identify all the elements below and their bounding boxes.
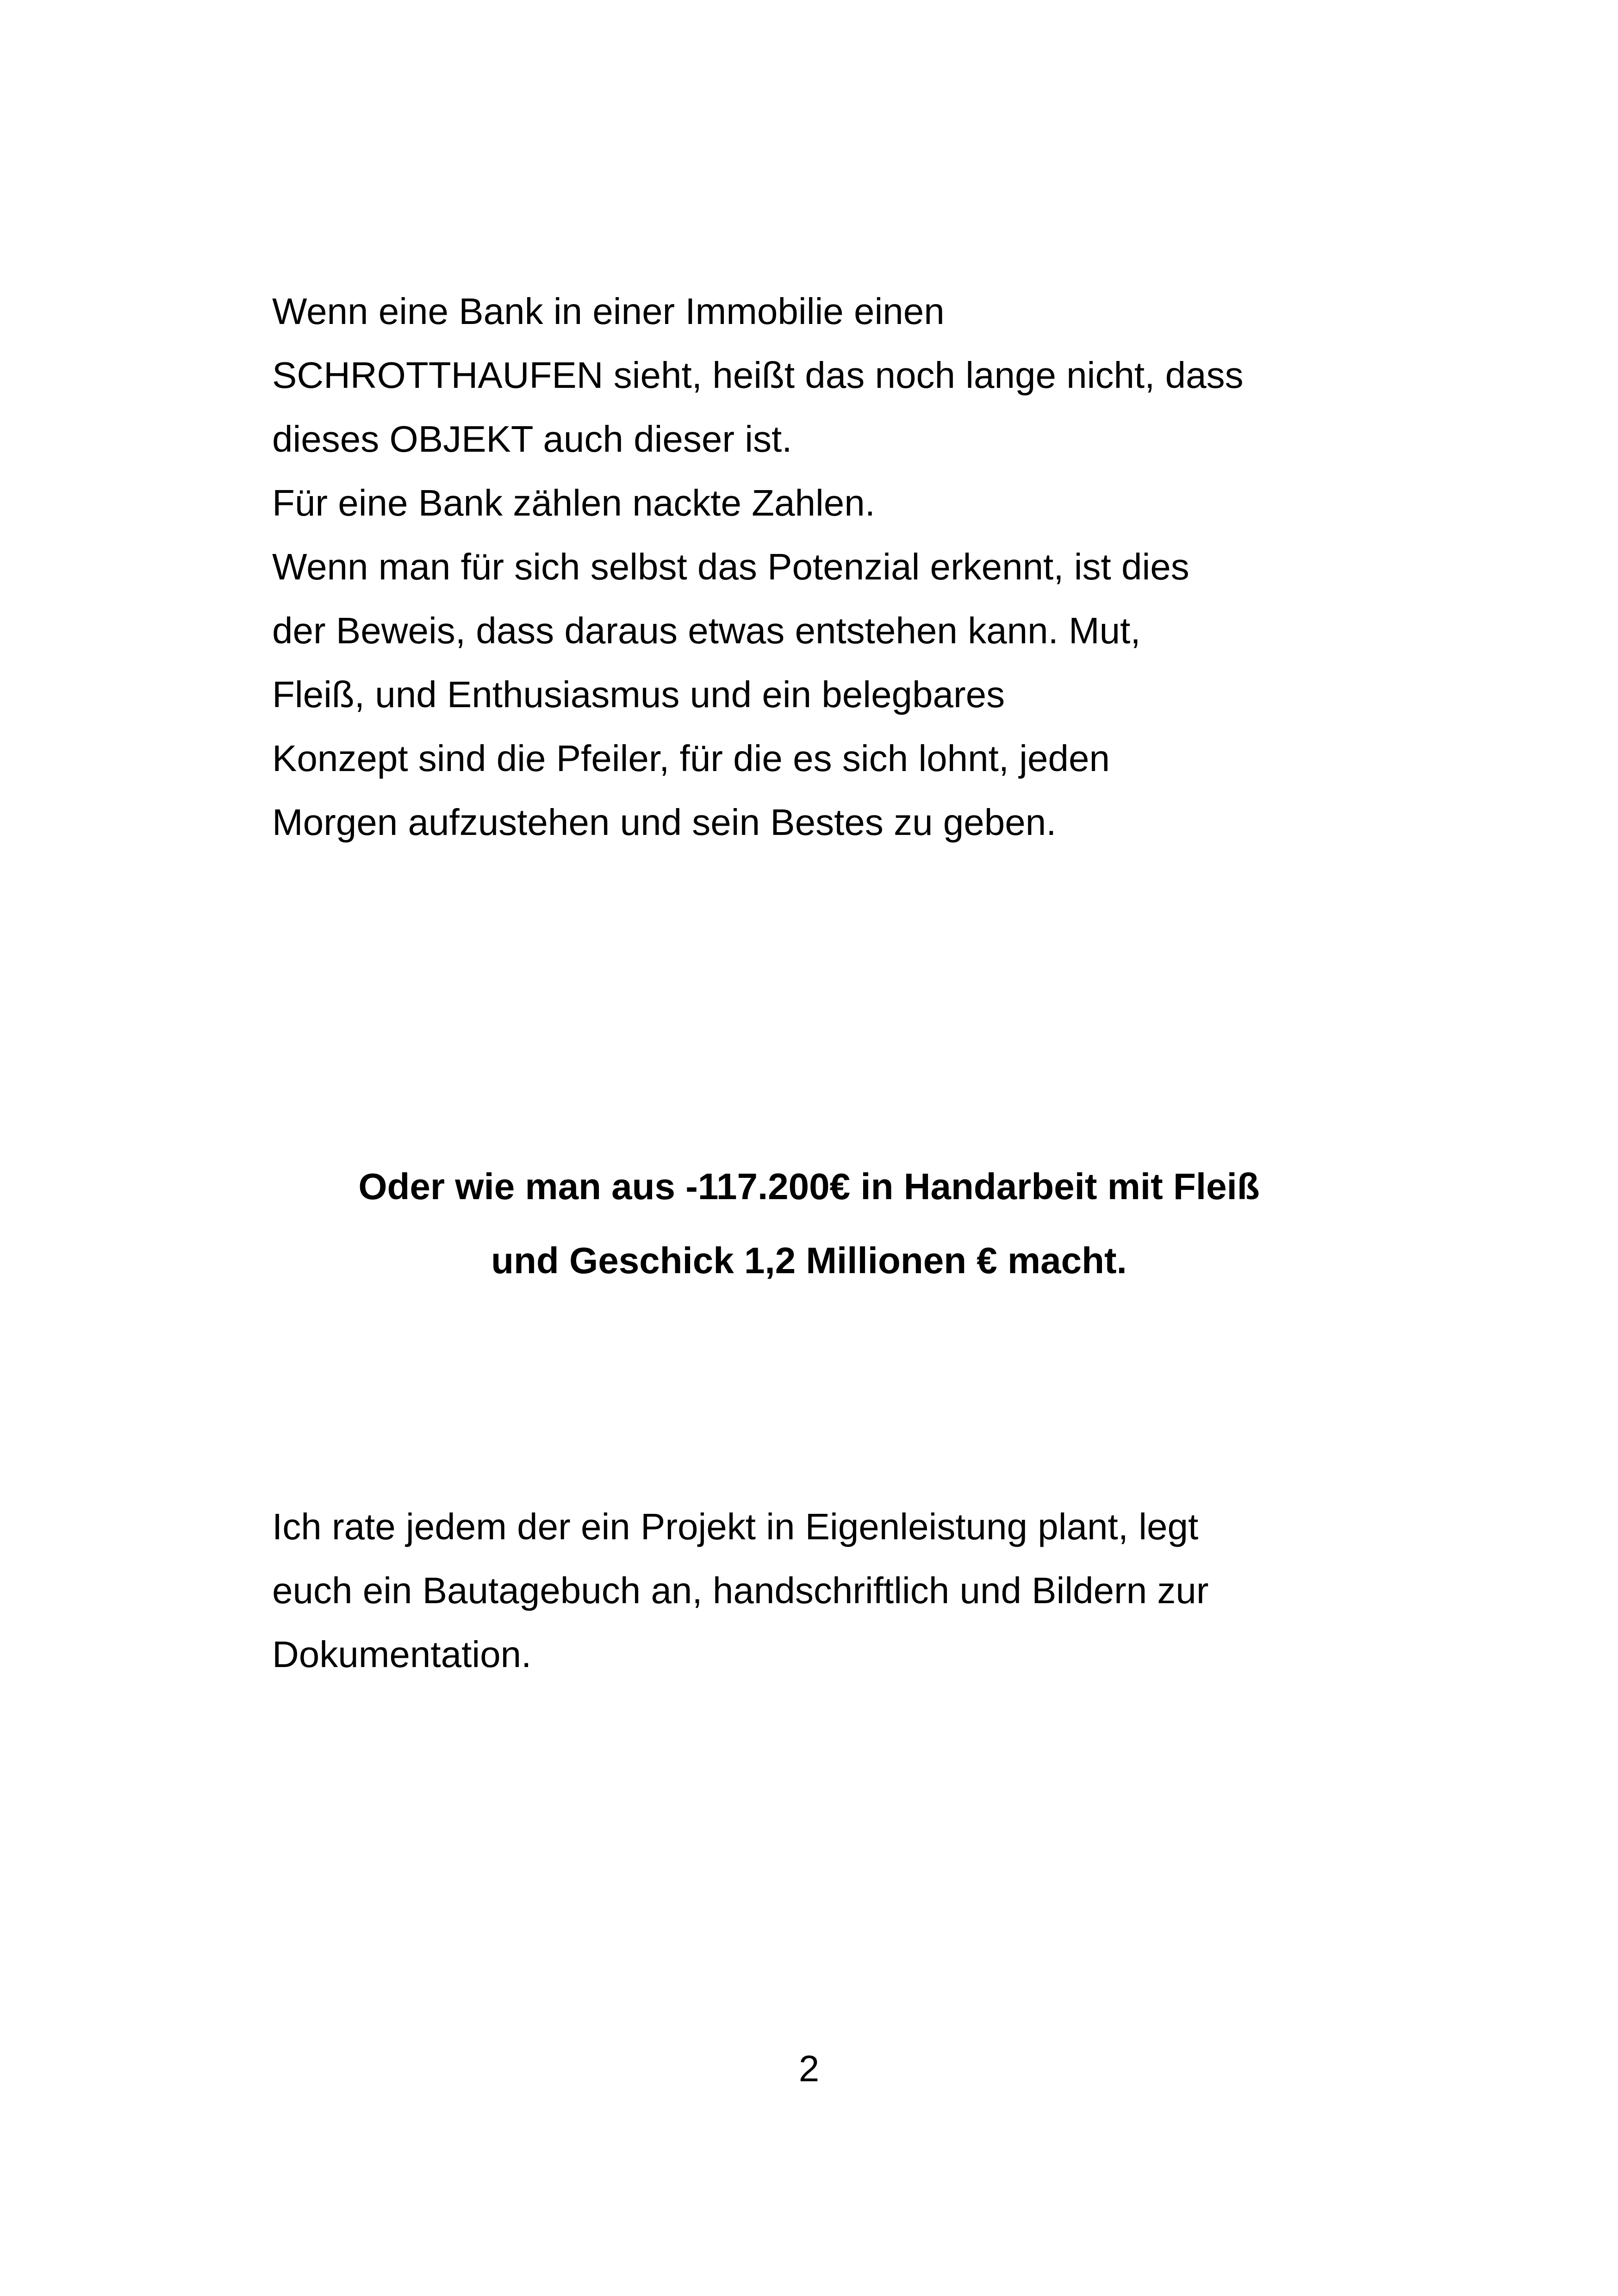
advice-line: Ich rate jedem der ein Projekt in Eigenleistung plant, legt bbox=[272, 1506, 1199, 1547]
intro-line: SCHROTTHAUFEN sieht, heißt das noch lange nicht, dass bbox=[272, 355, 1244, 396]
intro-line: Morgen aufzustehen und sein Bestes zu geben. bbox=[272, 802, 1057, 843]
intro-line: Für eine Bank zählen nackte Zahlen. bbox=[272, 482, 876, 523]
headline bbox=[139, 1150, 1479, 1298]
headline-line: Oder wie man aus -117.200€ in Handarbeit mit Fleiß bbox=[358, 1166, 1260, 1207]
intro-line: Konzept sind die Pfeiler, für die es sich lohnt, jeden bbox=[272, 738, 1110, 779]
intro-line: Wenn man für sich selbst das Potenzial erkennt, ist dies bbox=[272, 546, 1189, 587]
advice-line: Dokumentation. bbox=[272, 1634, 532, 1675]
advice-line: euch ein Bautagebuch an, handschriftlich und Bildern zur bbox=[272, 1570, 1209, 1611]
page-number: 2 bbox=[798, 2048, 820, 2089]
intro-line: der Beweis, dass daraus etwas entstehen kann. Mut, bbox=[272, 610, 1141, 651]
intro-line: Fleiß, und Enthusiasmus und ein belegbares bbox=[272, 674, 1005, 715]
headline-line: und Geschick 1,2 Millionen € macht. bbox=[491, 1240, 1127, 1281]
intro-line: dieses OBJEKT auch dieser ist. bbox=[272, 418, 792, 460]
advice-paragraph bbox=[272, 1495, 1374, 1686]
intro-paragraph bbox=[272, 280, 1374, 854]
intro-line: Wenn eine Bank in einer Immobilie einen bbox=[272, 291, 945, 332]
